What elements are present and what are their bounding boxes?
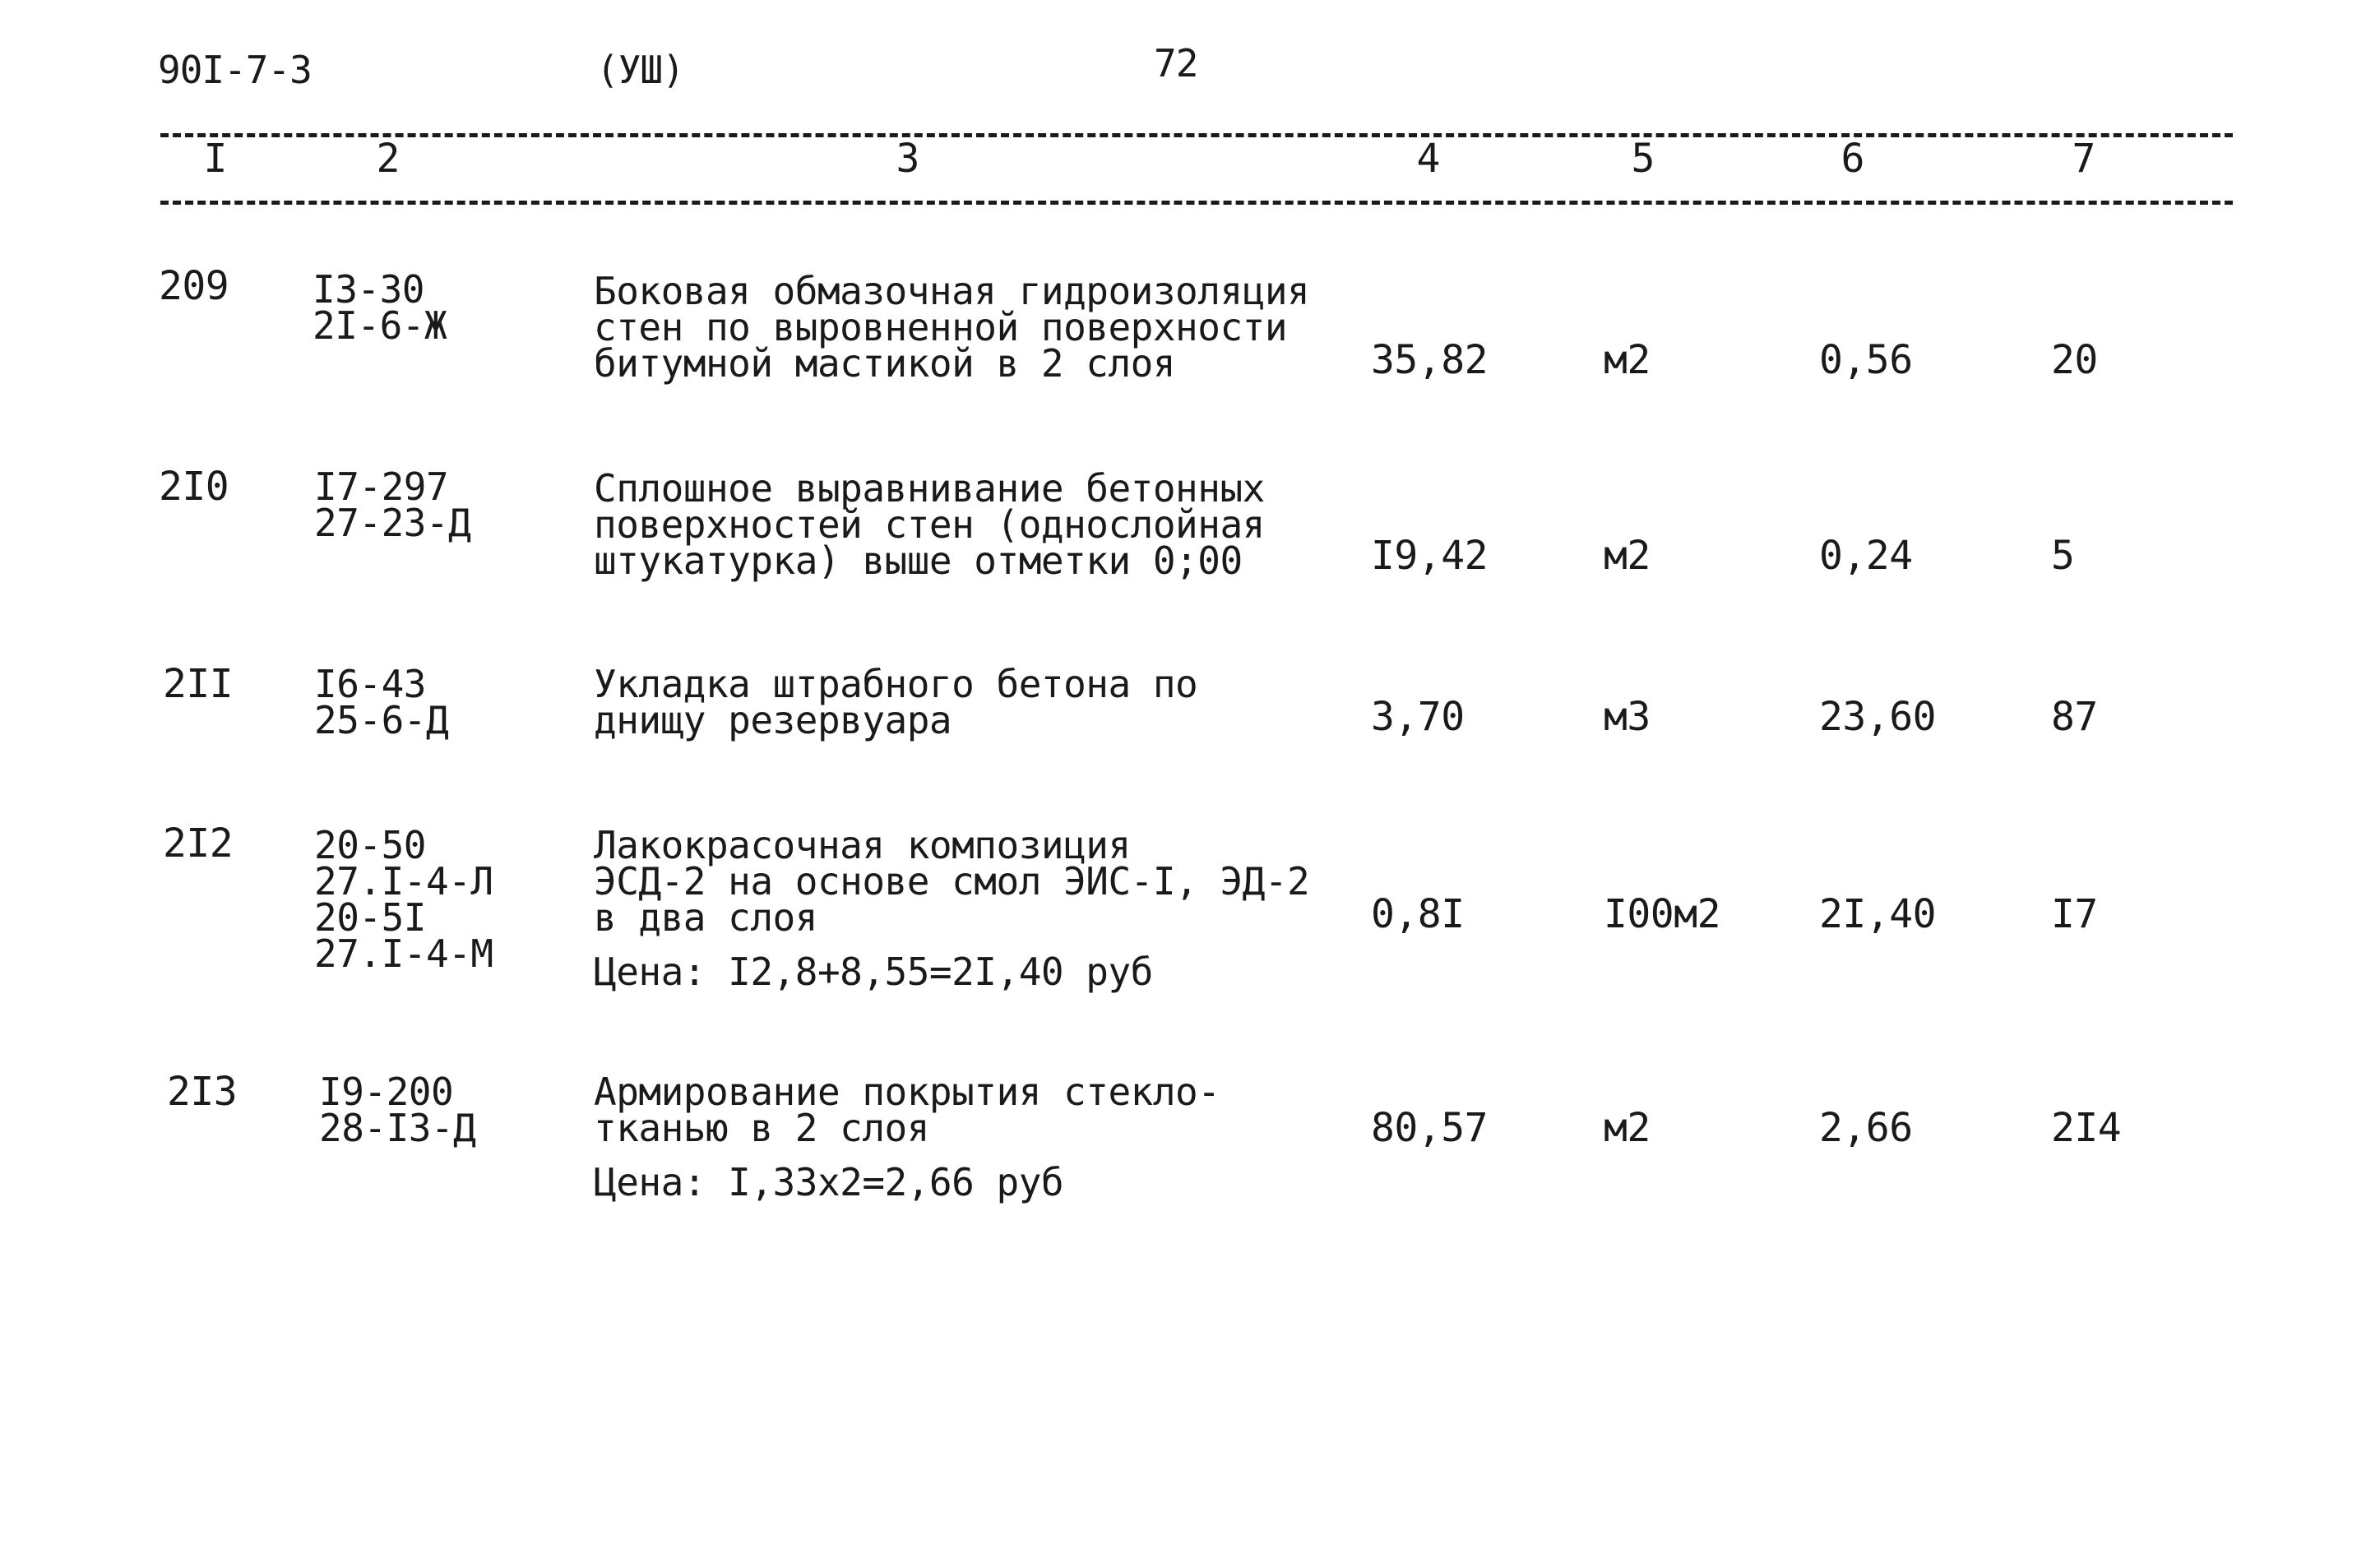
row-description [594, 662, 1198, 742]
code-line: I6-43 [314, 662, 426, 706]
price-note: Цена: I2,8+8,55=2I,40 руб [594, 950, 1153, 994]
unit-price: 0,56 [1819, 337, 1913, 383]
quantity: 35,82 [1371, 337, 1488, 383]
row-codes [314, 823, 493, 976]
description-line: Боковая обмазочная гидроизоляция [594, 269, 1310, 313]
code-line: I3-30 [313, 267, 424, 312]
section-label: (УШ) [596, 48, 684, 92]
column-header-1: I [203, 136, 228, 182]
header-bottom-rule [160, 201, 2233, 205]
unit: м2 [1604, 1105, 1651, 1151]
row-number: 2I0 [159, 464, 229, 510]
total: 87 [2051, 694, 2098, 740]
column-header-7: 7 [2072, 136, 2096, 182]
row-codes [319, 1070, 476, 1150]
column-header-6: 6 [1841, 136, 1865, 182]
code-line: I9-200 [319, 1070, 454, 1114]
document-code: 90I-7-3 [158, 48, 312, 92]
code-line: I7-297 [314, 465, 449, 509]
row-number: 2II [163, 661, 234, 707]
header-top-rule [160, 133, 2233, 137]
code-line: 28-I3-Д [319, 1106, 476, 1150]
quantity: I9,42 [1371, 533, 1488, 579]
description-line: битумной мастикой в 2 слоя [594, 341, 1176, 386]
code-line: 20-50 [314, 823, 426, 867]
row-codes [314, 662, 449, 742]
row-description [594, 1070, 1220, 1204]
unit-price: 0,24 [1819, 533, 1913, 579]
column-header-3: 3 [896, 136, 920, 182]
description-line: поверхностей стен (однослойная [594, 502, 1265, 547]
code-line: 27.I-4-М [314, 931, 493, 976]
description-line: Армирование покрытия стекло- [594, 1070, 1220, 1114]
description-line: днищу резервуара [594, 698, 952, 742]
description-line: тканью в 2 слоя [594, 1106, 929, 1150]
description-line: Укладка штрабного бетона по [594, 662, 1198, 706]
row-number: 2I3 [167, 1069, 238, 1115]
total: 5 [2051, 533, 2075, 579]
unit-price: 2I,40 [1819, 891, 1936, 937]
row-codes [314, 465, 471, 545]
unit: м2 [1604, 337, 1651, 383]
code-line: 27.I-4-Л [314, 859, 493, 904]
description-line: в два слоя [594, 895, 817, 940]
code-line: 27-23-Д [314, 501, 471, 545]
description-line: штукатурка) выше отметки 0;00 [594, 538, 1243, 583]
total: 2I4 [2051, 1105, 2122, 1151]
row-description [594, 823, 1310, 994]
description-line: Лакокрасочная композиция [594, 823, 1131, 867]
row-number: 209 [159, 263, 229, 309]
column-header-5: 5 [1631, 136, 1655, 182]
total: 20 [2051, 337, 2098, 383]
row-number: 2I2 [163, 820, 234, 867]
row-description [594, 466, 1265, 583]
description-line: ЭСД-2 на основе смол ЭИС-I, ЭД-2 [594, 859, 1310, 904]
row-codes [313, 267, 447, 348]
code-line: 20-5I [314, 895, 426, 940]
column-header-4: 4 [1416, 136, 1441, 182]
total: I7 [2051, 891, 2098, 937]
description-line: Сплошное выравнивание бетонных [594, 466, 1265, 511]
quantity: 0,8I [1371, 891, 1465, 937]
column-header-2: 2 [376, 136, 401, 182]
unit-price: 2,66 [1819, 1105, 1913, 1151]
unit: м2 [1604, 533, 1651, 579]
description-line: стен по выровненной поверхности [594, 305, 1288, 349]
page-number: 72 [1154, 41, 1198, 86]
unit: м3 [1604, 694, 1651, 740]
unit: I00м2 [1604, 891, 1720, 937]
quantity: 3,70 [1371, 694, 1465, 740]
code-line: 2I-6-Ж [313, 303, 447, 348]
price-note: Цена: I,33х2=2,66 руб [594, 1160, 1064, 1204]
row-description [594, 269, 1310, 386]
code-line: 25-6-Д [314, 698, 449, 742]
quantity: 80,57 [1371, 1105, 1488, 1151]
unit-price: 23,60 [1819, 694, 1936, 740]
